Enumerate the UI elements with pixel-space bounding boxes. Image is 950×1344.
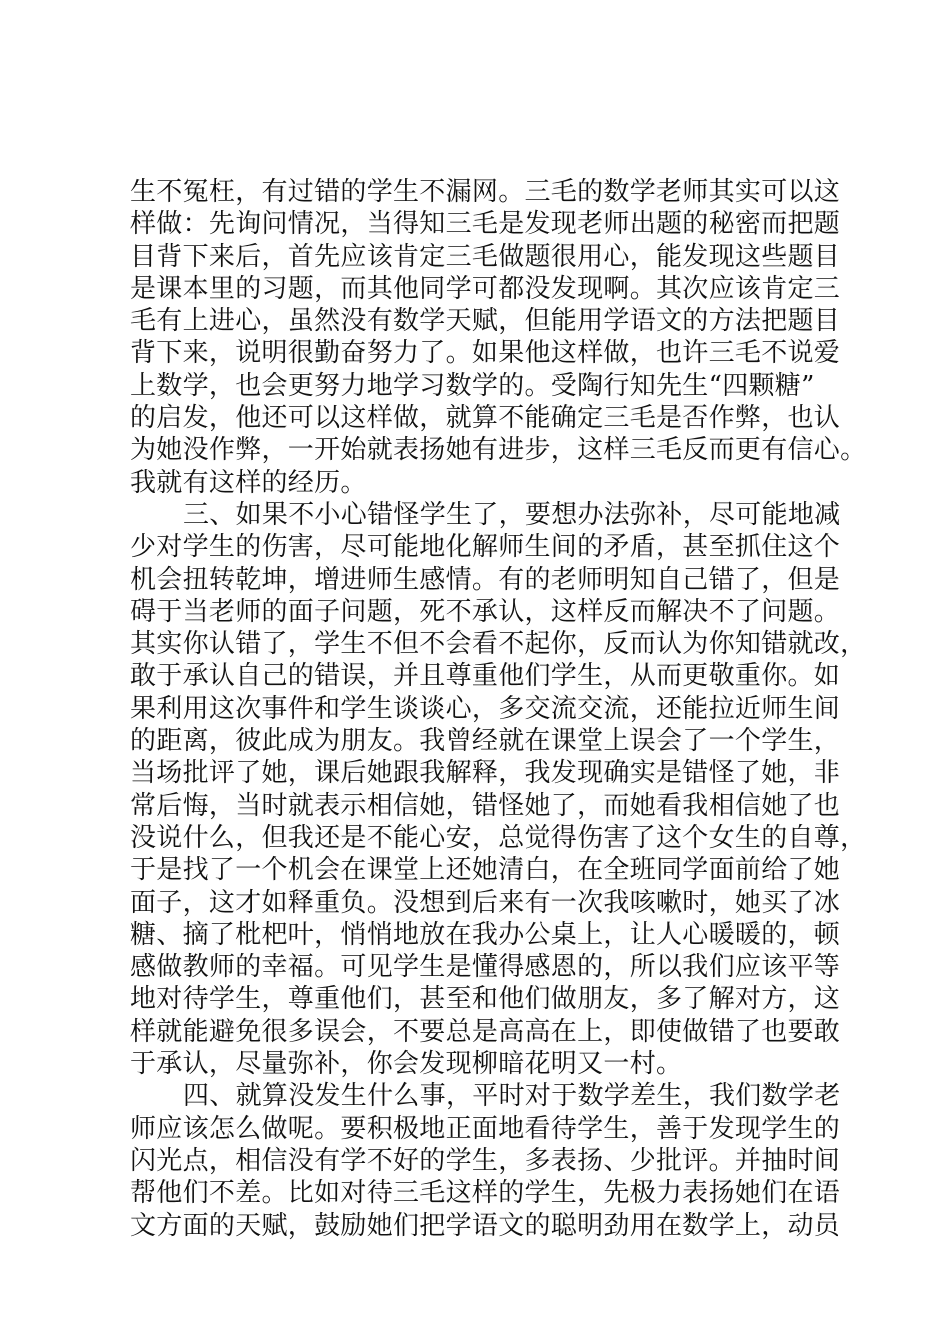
text-line: 果利用这次事件和学生谈谈心，多交流交流，还能拉近师生间 xyxy=(130,693,841,724)
text-line: 样就能避免很多误会，不要总是高高在上，即使做错了也要敢 xyxy=(130,1016,841,1047)
text-line: 没说什么，但我还是不能心安，总觉得伤害了这个女生的自尊， xyxy=(130,822,867,853)
text-line: 于承认，尽量弥补，你会发现柳暗花明又一村。 xyxy=(130,1049,683,1080)
text-line: 上数学，也会更努力地学习数学的。受陶行知先生“四颗糖” xyxy=(130,370,815,401)
text-line: 四、就算没发生什么事，平时对于数学差生，我们数学老 xyxy=(183,1081,841,1112)
text-line: 目背下来后，首先应该肯定三毛做题很用心，能发现这些题目 xyxy=(130,241,841,272)
text-line: 是课本里的习题，而其他同学可都没发现啊。其次应该肯定三 xyxy=(130,273,841,304)
text-line: 闪光点，相信没有学不好的学生，多表扬、少批评。并抽时间 xyxy=(130,1145,841,1176)
text-line: 文方面的天赋，鼓励她们把学语文的聪明劲用在数学上，动员 xyxy=(130,1210,841,1241)
text-line: 其实你认错了，学生不但不会看不起你，反而认为你知错就改， xyxy=(130,629,867,660)
text-line: 面子，这才如释重负。没想到后来有一次我咳嗽时，她买了冰 xyxy=(130,887,841,918)
text-line: 的启发，他还可以这样做，就算不能确定三毛是否作弊，也认 xyxy=(130,403,841,434)
text-line: 背下来，说明很勤奋努力了。如果他这样做，也许三毛不说爱 xyxy=(130,338,841,369)
text-line: 地对待学生，尊重他们，甚至和他们做朋友，多了解对方，这 xyxy=(130,984,841,1015)
text-line: 我就有这样的经历。 xyxy=(130,467,367,498)
text-line: 三、如果不小心错怪学生了，要想办法弥补，尽可能地减 xyxy=(183,499,841,530)
text-line: 少对学生的伤害，尽可能地化解师生间的矛盾，甚至抓住这个 xyxy=(130,532,841,563)
text-line: 常后悔，当时就表示相信她，错怪她了，而她看我相信她了也 xyxy=(130,790,841,821)
text-line: 感做教师的幸福。可见学生是懂得感恩的，所以我们应该平等 xyxy=(130,952,841,983)
text-line: 当场批评了她，课后她跟我解释，我发现确实是错怪了她，非 xyxy=(130,758,841,789)
document-body-text xyxy=(130,176,867,1242)
text-line: 为她没作弊，一开始就表扬她有进步，这样三毛反而更有信心。 xyxy=(130,435,867,466)
text-line: 敢于承认自己的错误，并且尊重他们学生，从而更敬重你。如 xyxy=(130,661,841,692)
text-line: 机会扭转乾坤，增进师生感情。有的老师明知自己错了，但是 xyxy=(130,564,841,595)
text-line: 生不冤枉，有过错的学生不漏网。三毛的数学老师其实可以这 xyxy=(130,177,841,207)
text-line: 于是找了一个机会在课堂上还她清白，在全班同学面前给了她 xyxy=(130,855,841,886)
text-line: 样做：先询问情况，当得知三毛是发现老师出题的秘密而把题 xyxy=(130,209,841,240)
text-line: 糖、摘了枇杷叶，悄悄地放在我办公桌上，让人心暖暖的，顿 xyxy=(130,919,841,950)
text-line: 帮他们不差。比如对待三毛这样的学生，先极力表扬她们在语 xyxy=(130,1178,841,1209)
text-line: 碍于当老师的面子问题，死不承认，这样反而解决不了问题。 xyxy=(130,596,841,627)
text-line: 师应该怎么做呢。要积极地正面地看待学生，善于发现学生的 xyxy=(130,1113,841,1144)
text-line: 的距离，彼此成为朋友。我曾经就在课堂上误会了一个学生， xyxy=(130,726,841,757)
text-line: 毛有上进心，虽然没有数学天赋，但能用学语文的方法把题目 xyxy=(130,306,841,337)
